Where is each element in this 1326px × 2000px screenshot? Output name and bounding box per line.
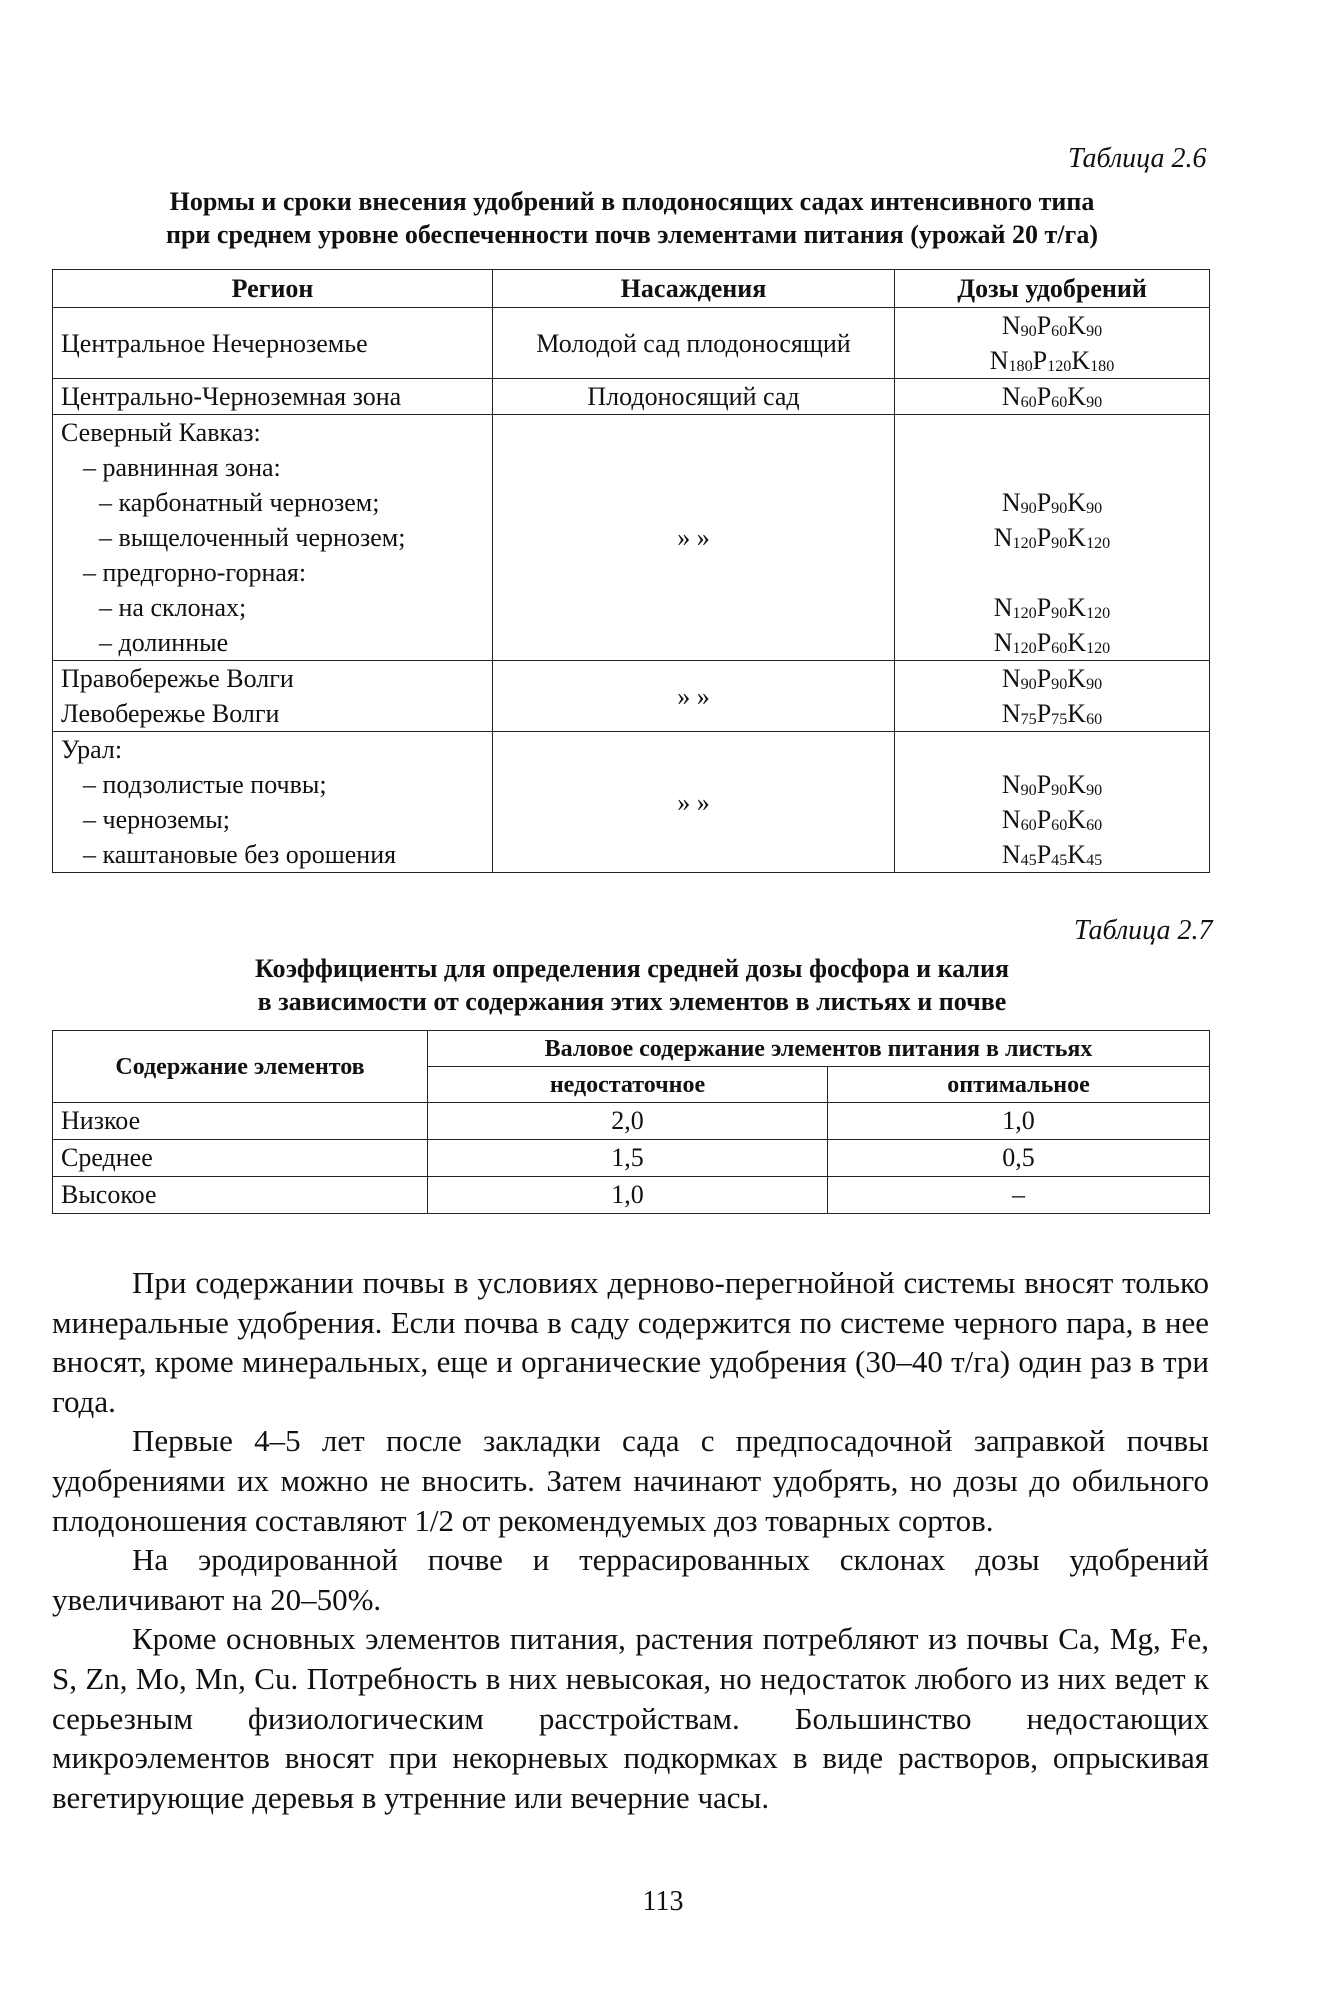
dose-line: $N_{75}P_{75}K_{60}$: [1001, 699, 1103, 728]
dose-line: $N_{60}P_{60}K_{60}$: [1001, 805, 1103, 834]
table-header-row: [53, 1031, 1210, 1067]
dose-line: [895, 732, 1209, 767]
cell-planting: Плодоносящий сад: [493, 379, 895, 415]
table-row: [53, 415, 1210, 661]
header-leaf-content: Валовое содержание элементов питания в листьях: [428, 1031, 1210, 1067]
table-header-row: [53, 270, 1210, 308]
row-label: Среднее: [53, 1140, 428, 1177]
dose-line: $N_{120}P_{90}K_{120}$: [993, 593, 1111, 622]
region-line: – предгорно-горная:: [83, 558, 307, 587]
region-line: Урал:: [61, 735, 123, 764]
cell-region: [53, 732, 493, 873]
cell-region: [53, 308, 493, 379]
cell-doses: [895, 379, 1210, 415]
table-row: [53, 308, 1210, 379]
table-row: [53, 1103, 1210, 1140]
row-label: Низкое: [53, 1103, 428, 1140]
cell-region: [53, 661, 493, 732]
dose-line: $N_{90}P_{90}K_{90}$: [1001, 770, 1103, 799]
page-number: 113: [642, 1886, 684, 1917]
cell-planting: » »: [493, 661, 895, 732]
coefficient-table: [52, 1030, 1210, 1214]
table-row: [53, 1140, 1210, 1177]
cell-planting: Молодой сад плодоносящий: [493, 308, 895, 379]
table-row: [53, 379, 1210, 415]
region-line: Центральное Нечерноземье: [61, 328, 368, 358]
dose-line: $N_{180}P_{120}K_{180}$: [989, 346, 1115, 375]
table-row: [53, 732, 1210, 873]
table-row: [53, 661, 1210, 732]
region-line: – выщелоченный чернозем;: [99, 523, 406, 552]
dose-line: $N_{90}P_{90}K_{90}$: [1001, 488, 1103, 517]
paragraph: Первые 4–5 лет после закладки сада с предпосадочной заправкой почвы удобрениями их можно не вносить. Затем начинают удобрять, но дозы до обильного плодоношения составляют 1/2 от рекомендуемых доз товарных сортов.: [52, 1423, 1209, 1538]
region-line: – подзолистые почвы;: [83, 770, 327, 799]
cell-optimal: 1,0: [828, 1103, 1210, 1140]
region-line: Центрально-Черноземная зона: [61, 382, 402, 411]
cell-insufficient: 1,5: [428, 1140, 828, 1177]
table-2-6-title-line2: при среднем уровне обеспеченности почв элементами питания (урожай 20 т/га): [165, 220, 1098, 249]
cell-doses: [895, 661, 1210, 732]
region-line: – долинные: [99, 628, 229, 657]
table-body: [53, 308, 1210, 873]
region-line: Левобережье Волги: [61, 699, 280, 728]
header-doses: Дозы удобрений: [895, 270, 1210, 308]
cell-doses: [895, 415, 1210, 661]
dose-line: $N_{45}P_{45}K_{45}$: [1001, 840, 1103, 869]
cell-planting: » »: [493, 732, 895, 873]
region-line: Северный Кавказ:: [61, 418, 261, 447]
dose-line: $N_{120}P_{60}K_{120}$: [993, 628, 1111, 657]
region-line: – каштановые без орошения: [83, 840, 397, 869]
dose-line: $N_{90}P_{60}K_{90}$: [1001, 311, 1103, 340]
table-2-7-title: [52, 952, 1212, 1018]
table-2-7-title-line1: Коэффициенты для определения средней дозы фосфора и калия: [254, 954, 1010, 983]
header-element-content: Содержание элементов: [53, 1031, 428, 1103]
table-row: [53, 1177, 1210, 1214]
cell-doses: [895, 308, 1210, 379]
paragraph: Кроме основных элементов питания, растения потребляют из почвы Са, Mg, Fe, S, Zn, Mo, Mn, Cu. Потребность в них невысокая, но недостаток любого из них ведет к серьезным физиологическим расстройствам. Большинство недостающих микроэлементов вносят при некорневых подкормках в виде растворов, опрыскивая вегетирующие деревья в утренние или вечерние часы.: [52, 1621, 1209, 1815]
dose-line: [895, 450, 1209, 485]
cell-insufficient: 2,0: [428, 1103, 828, 1140]
table-2-7-title-line2: в зависимости от содержания этих элементов в листьях и почве: [257, 987, 1007, 1016]
cell-optimal: 0,5: [828, 1140, 1210, 1177]
paragraph: На эродированной почве и террасированных склонах дозы удобрений увеличивают на 20–50%.: [52, 1542, 1209, 1617]
header-optimal: оптимальное: [828, 1067, 1210, 1103]
region-line: – карбонатный чернозем;: [99, 488, 380, 517]
region-line: – черноземы;: [83, 805, 230, 834]
table-2-6-title-line1: Нормы и сроки внесения удобрений в плодоносящих садах интенсивного типа: [169, 187, 1095, 216]
cell-insufficient: 1,0: [428, 1177, 828, 1214]
dose-line: $N_{120}P_{90}K_{120}$: [993, 523, 1111, 552]
paragraph: При содержании почвы в условиях дерново-перегнойной системы вносят только минеральные удобрения. Если почва в саду содержится по системе черного пара, в нее вносят, кроме минеральных, еще и органические удобрения (30–40 т/га) один раз в три года.: [52, 1265, 1209, 1419]
header-planting: Насаждения: [493, 270, 895, 308]
dose-line: [895, 555, 1209, 590]
dose-line: [895, 415, 1209, 450]
dose-line: $N_{90}P_{90}K_{90}$: [1001, 664, 1103, 693]
cell-optimal: –: [828, 1177, 1210, 1214]
cell-region: [53, 415, 493, 661]
table-2-6-title: [52, 185, 1212, 251]
cell-region: [53, 379, 493, 415]
header-region: Регион: [53, 270, 493, 308]
body-text: [52, 1263, 1209, 1817]
row-label: Высокое: [53, 1177, 428, 1214]
cell-doses: [895, 732, 1210, 873]
region-line: Правобережье Волги: [61, 664, 294, 693]
header-insufficient: недостаточное: [428, 1067, 828, 1103]
cell-planting: » »: [493, 415, 895, 661]
region-line: – равнинная зона:: [83, 453, 281, 482]
region-line: – на склонах;: [99, 593, 247, 622]
table-2-6-label: Таблица 2.6: [1068, 143, 1207, 174]
dose-line: $N_{60}P_{60}K_{90}$: [1001, 382, 1103, 411]
table-2-7-label: Таблица 2.7: [1074, 915, 1213, 946]
fertilizer-norms-table: [52, 269, 1210, 873]
